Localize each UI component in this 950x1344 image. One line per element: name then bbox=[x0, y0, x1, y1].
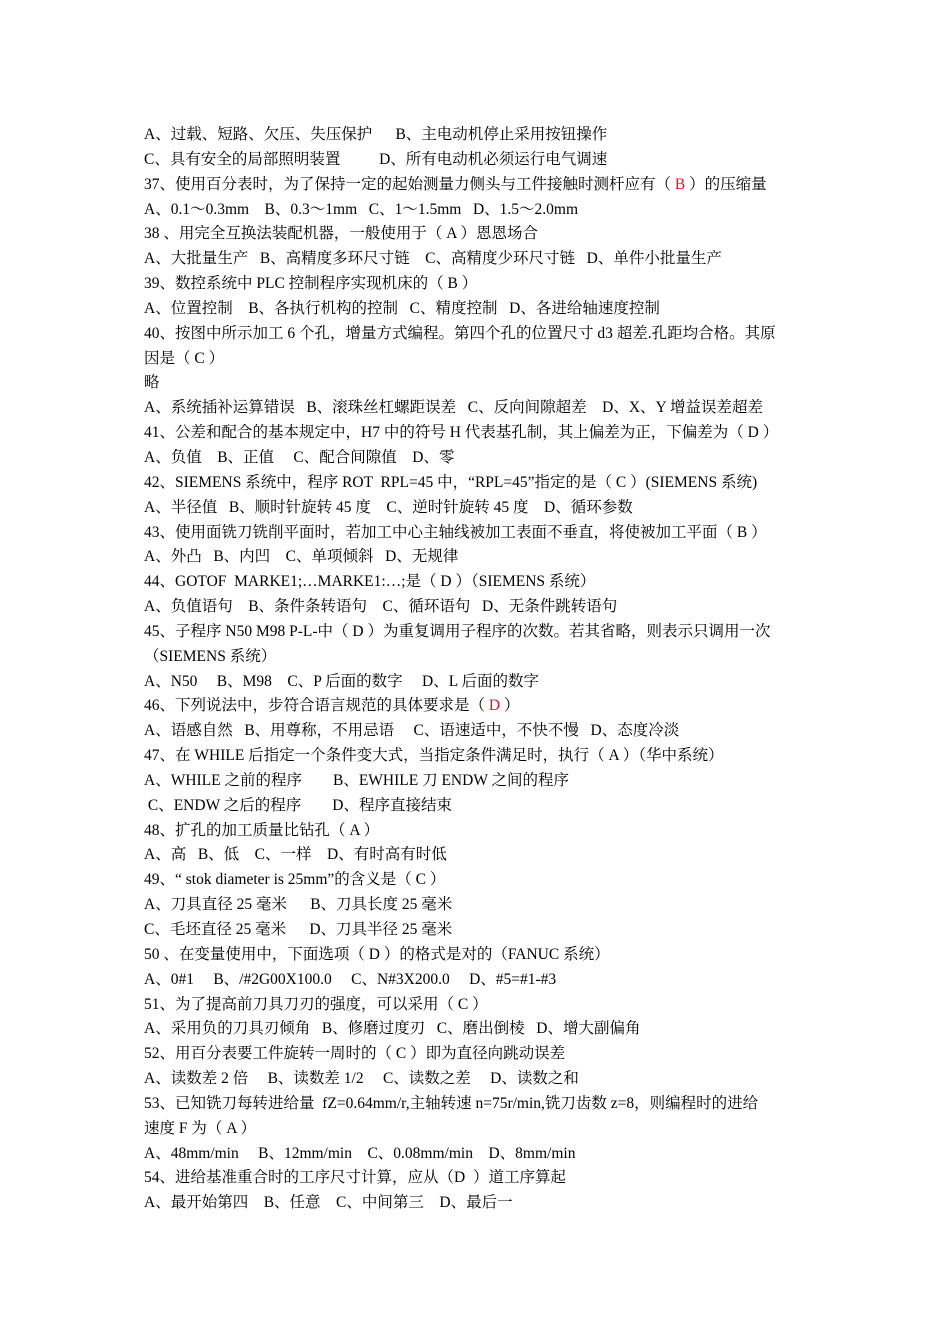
answer-highlight: D bbox=[488, 697, 501, 715]
text-line: A、位置控制 B、各执行机构的控制 C、精度控制 D、各进给轴速度控制 bbox=[144, 299, 660, 317]
question-text: ） bbox=[500, 697, 520, 715]
text-line: 45、子程序 N50 M98 P-L-中（ D ）为重复调用子程序的次数。若其省略，则表示只调用一次 bbox=[144, 622, 771, 640]
text-line: 38 、用完全互换法装配机器，一般使用于（ A ）恩恩场合 bbox=[144, 225, 538, 243]
question-text: 46、下列说法中，步符合语言规范的具体要求是（ bbox=[144, 697, 489, 715]
text-line: C、毛坯直径 25 毫米 D、刀具半径 25 毫米 bbox=[144, 921, 453, 938]
text-line: 42、SIEMENS 系统中，程序 ROT RPL=45 中，“RPL=45”指定的是（ C ）(SIEMENS 系统) bbox=[144, 473, 758, 491]
text-line: 49、“ stok diameter is 25mm”的含义是（ C ） bbox=[144, 871, 446, 889]
text-line: 43、使用面铣刀铣削平面时，若加工中心主轴线被加工表面不垂直，将使被加工平面（ B ） bbox=[144, 523, 767, 541]
text-line: 39、数控系统中 PLC 控制程序实现机床的（ B ） bbox=[144, 275, 478, 293]
text-line: A、0#1 B、/#2G00X100.0 C、N#3X200.0 D、#5=#1-#3 bbox=[144, 970, 557, 988]
text-line: A、大批量生产 B、高精度多环尺寸链 C、高精度少环尺寸链 D、单件小批量生产 bbox=[144, 250, 722, 268]
text-line: 48、扩孔的加工质量比钻孔（ A ） bbox=[144, 821, 380, 839]
text-line: （SIEMENS 系统） bbox=[144, 647, 277, 665]
text-line: 因是（ C ） bbox=[144, 349, 225, 367]
text-line: A、采用负的刀具刃倾角 B、修磨过度刃 C、磨出倒棱 D、增大副偏角 bbox=[144, 1020, 641, 1038]
text-line: A、刀具直径 25 毫米 B、刀具长度 25 毫米 bbox=[144, 896, 453, 914]
text-line: 速度 F 为（ A ） bbox=[144, 1119, 256, 1137]
text-line: A、高 B、低 C、一样 D、有时高有时低 bbox=[144, 846, 447, 864]
text-line: A、WHILE 之前的程序 B、EWHILE 刀 ENDW 之间的程序 bbox=[144, 771, 570, 789]
text-line: 略 bbox=[144, 374, 160, 392]
question-text: ）的压缩量 bbox=[685, 175, 767, 193]
text-line: A、系统插补运算错误 B、滚珠丝杠螺距误差 C、反向间隙超差 D、X、Y 增益误差超差 bbox=[144, 399, 764, 417]
text-line: C、ENDW 之后的程序 D、程序直接结束 bbox=[144, 796, 452, 814]
text-line: A、语感自然 B、用尊称，不用忌语 C、语速适中，不快不慢 D、态度冷淡 bbox=[144, 722, 680, 740]
text-line: A、外凸 B、内凹 C、单项倾斜 D、无规律 bbox=[144, 548, 459, 566]
text-line bbox=[144, 694, 814, 719]
question-text: 37、使用百分表时，为了保持一定的起始测量力侧头与工件接触时测杆应有（ bbox=[144, 175, 675, 193]
text-line: A、0.1～0.3mm B、0.3～1mm C、1～1.5mm D、1.5～2.0mm bbox=[144, 200, 579, 218]
text-line: 51、为了提高前刀具刀刃的强度，可以采用（ C ） bbox=[144, 995, 488, 1013]
text-line bbox=[144, 173, 814, 198]
text-line: A、半径值 B、顺时针旋转 45 度 C、逆时针旋转 45 度 D、循环参数 bbox=[144, 498, 633, 516]
question-text-block bbox=[144, 123, 814, 1216]
text-line: A、负值 B、正值 C、配合间隙值 D、零 bbox=[144, 448, 455, 466]
text-line: A、读数差 2 倍 B、读数差 1/2 C、读数之差 D、读数之和 bbox=[144, 1070, 579, 1088]
text-line: A、过载、短路、欠压、失压保护 B、主电动机停止采用按钮操作 bbox=[144, 126, 608, 143]
text-line: 40、按图中所示加工 6 个孔，增量方式编程。第四个孔的位置尺寸 d3 超差.孔距均合格。其原 bbox=[144, 324, 776, 342]
text-line: C、具有安全的局部照明装置 D、所有电动机必须运行电气调速 bbox=[144, 150, 608, 168]
text-line: 50 、在变量使用中，下面选项（ D ）的格式是对的（FANUC 系统） bbox=[144, 945, 610, 963]
answer-highlight: B bbox=[674, 175, 686, 193]
text-line: A、N50 B、M98 C、P 后面的数字 D、L 后面的数字 bbox=[144, 672, 539, 690]
text-line: 41、公差和配合的基本规定中，H7 中的符号 H 代表基孔制，其上偏差为正，下偏差为（ D ） bbox=[144, 424, 779, 442]
text-line: 52、用百分表要工件旋转一周时的（ C ）即为直径向跳动误差 bbox=[144, 1045, 566, 1063]
text-line: A、负值语句 B、条件条转语句 C、循环语句 D、无条件跳转语句 bbox=[144, 598, 618, 616]
text-line: 44、GOTOF MARKE1;…MARKE1:…;是（ D ）（SIEMENS 系统） bbox=[144, 573, 596, 591]
text-line: 54、进给基准重合时的工序尺寸计算，应从（D ）道工序算起 bbox=[144, 1169, 566, 1187]
text-line: A、48mm/min B、12mm/min C、0.08mm/min D、8mm/min bbox=[144, 1144, 576, 1162]
text-line: A、最开始第四 B、任意 C、中间第三 D、最后一 bbox=[144, 1194, 513, 1212]
text-line: 53、已知铣刀每转进给量 fZ=0.64mm/r,主轴转速 n=75r/min,铣刀齿数 z=8，则编程时的进给 bbox=[144, 1094, 759, 1112]
text-line: 47、在 WHILE 后指定一个条件变大式，当指定条件满足时，执行（ A ）（华中系统） bbox=[144, 747, 724, 765]
